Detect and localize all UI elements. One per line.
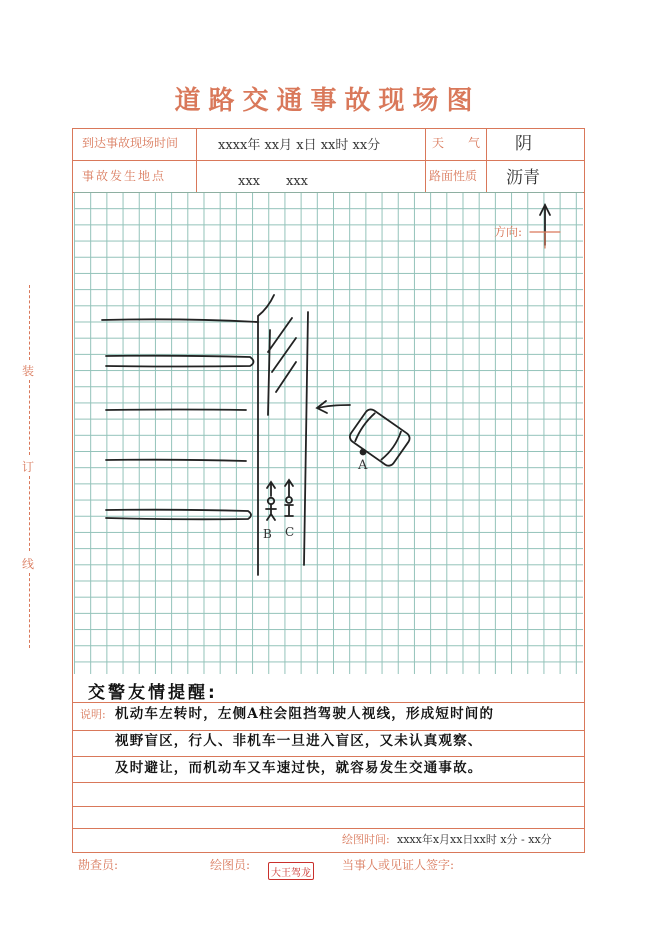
road-vertical-right — [304, 312, 308, 565]
note-line-2: 视野盲区，行人、非机车一旦进入盲区，又未认真观察、 — [115, 733, 483, 749]
form-title: 道路交通事故现场图 — [174, 86, 481, 116]
note-rule-1 — [73, 702, 584, 703]
binding-dash-3 — [29, 476, 30, 551]
witness-signature-label: 当事人或见证人签字: — [342, 858, 455, 872]
cyclist-c-arrow — [285, 480, 293, 496]
binding-dash-4 — [29, 573, 30, 648]
crossing-line — [268, 330, 270, 415]
hatching — [268, 318, 296, 392]
note-line-1: 机动车左转时，左侧A柱会阻挡驾驶人视线，形成短时间的 — [115, 706, 495, 722]
road-line-3 — [106, 410, 246, 411]
note-rule-2 — [73, 730, 584, 731]
binding-dash-2 — [29, 380, 30, 455]
arrival-time-value: xxxx年 xx月 x日 xx时 xx分 — [218, 138, 381, 153]
note-label: 说明: — [80, 708, 106, 721]
arrival-time-label: 到达事故现场时间 — [82, 136, 179, 150]
drafter-label: 绘图员: — [210, 858, 251, 872]
note-line-3: 及时避让，而机动车又车速过快，就容易发生交通事故。 — [115, 760, 483, 776]
cyclist-c-head — [286, 497, 292, 503]
reminder-heading: 交警友情提醒: — [88, 683, 218, 703]
pedestrian-b-body — [266, 504, 276, 520]
road-island-2 — [106, 510, 251, 520]
road-line-1 — [102, 319, 258, 322]
location-value: xxx xxx — [238, 174, 308, 189]
note-rule-6 — [73, 828, 584, 829]
binding-char-1: 装 — [22, 364, 35, 378]
cyclist-c-label: C — [285, 525, 295, 539]
binding-char-2: 订 — [22, 460, 35, 474]
pedestrian-b-arrow — [267, 482, 275, 496]
road-surface-value: 沥青 — [506, 168, 540, 188]
binding-char-3: 线 — [22, 557, 35, 571]
note-rule-4 — [73, 782, 584, 783]
road-island-1 — [106, 356, 254, 367]
note-rule-5 — [73, 806, 584, 807]
vehicle-a-label: A — [358, 458, 368, 473]
road-surface-label: 路面性质 — [429, 169, 478, 183]
direction-label: 方向: — [494, 225, 523, 239]
drafter-stamp: 大王驾龙 — [268, 862, 314, 880]
binding-dash-1 — [29, 285, 30, 360]
cyclist-c-body — [285, 505, 293, 516]
location-label: 事故发生地点 — [82, 169, 167, 183]
inspector-label: 勘查员: — [78, 858, 119, 872]
weather-label: 天 气 — [432, 136, 481, 150]
weather-value: 阴 — [515, 134, 532, 154]
drawing-time-value: xxxx年x月xx日xx时 x分 - xx分 — [397, 833, 552, 846]
pedestrian-b-label: B — [263, 527, 272, 541]
drawing-time-label: 绘图时间: — [342, 833, 390, 846]
turn-arrow — [318, 405, 350, 408]
note-rule-3 — [73, 756, 584, 757]
road-line-4 — [106, 460, 246, 461]
